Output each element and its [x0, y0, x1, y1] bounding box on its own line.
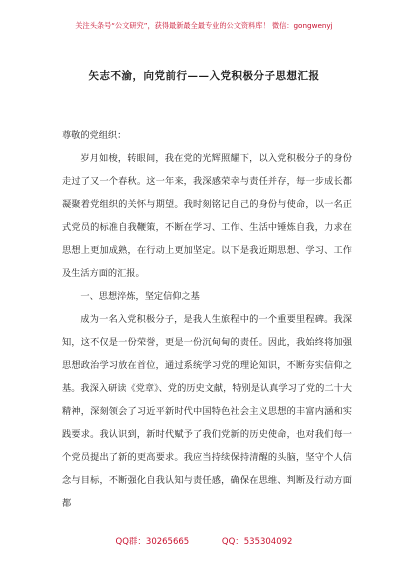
document-body: [62, 124, 352, 515]
header-banner: 关注头条号“公文研究”，获得最新最全最专业的公文资料库！ 微信：gongwenyj: [75, 21, 333, 30]
section-heading: 一、思想淬炼，坚定信仰之基: [80, 291, 200, 302]
document-title: 矢志不渝，向党前行——入党积极分子思想汇报: [88, 70, 320, 82]
body-paragraph: 岁月如梭，转眼间，我在党的光辉照耀下，以入党积极分子的身份走过了又一个春秋。这一年来，我深感荣幸与责任并存，每一步成长都凝聚着党组织的关怀与期望。我时刻铭记自己的身份与使命，以一名正式党员的标准自我鞭策，不断在学习、工作、生活中锤炼自我，力求在思想上更加成熟，在行动上更加坚定。以下是我近期思想、学习、工作及生活方面的汇报。: [62, 153, 352, 279]
body-paragraph: 成为一名入党积极分子，是我人生旅程中的一个重要里程碑。我深知，这不仅是一份荣誉，更是一份沉甸甸的责任。因此，我始终将加强思想政治学习放在首位，通过系统学习党的理论知识，不断夯实信仰之基。我深入研读《党章》、党的历史文献，特别是认真学习了党的二十大精神，深刻领会了习近平新时代中国特色社会主义思想的丰富内涵和实践要求。我认识到，新时代赋予了我们党新的历史使命，也对我们每一个党员提出了新的更高要求。我应当持续保持清醒的头脑，坚守个人信念与目标，不断强化自我认知与责任感，确保在思维、判断及行动方面都: [62, 314, 352, 509]
footer-qq-number: QQ：535304092: [221, 537, 293, 547]
footer-qq-group: QQ群：30265665: [115, 537, 190, 547]
footer-contact: [0, 535, 408, 547]
salutation: 尊敬的党组织：: [62, 130, 127, 141]
